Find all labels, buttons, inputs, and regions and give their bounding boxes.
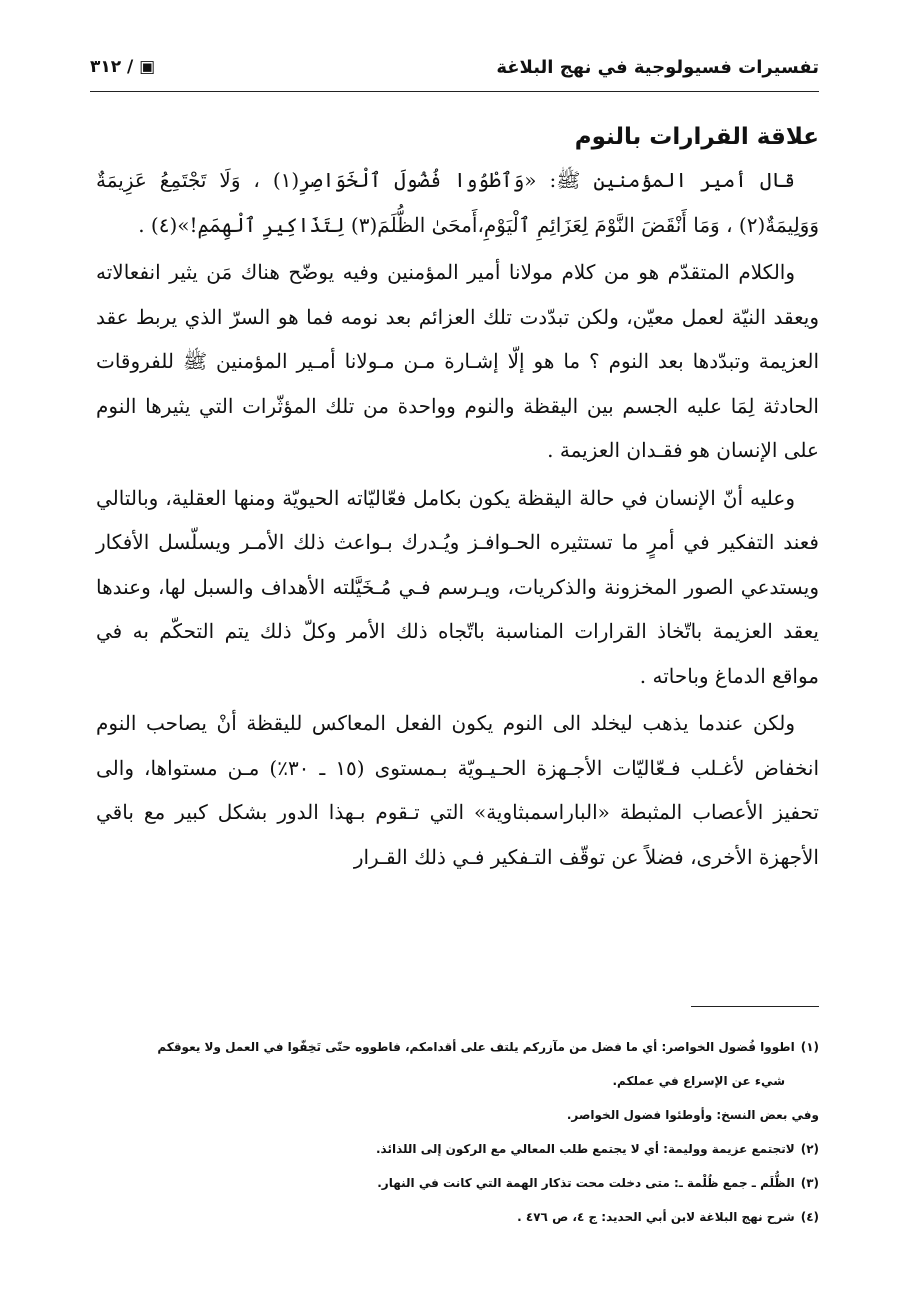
footnote-text: شرح نهج البلاغة لابن أبي الحديد: ج ٤، ص ٤٧٦ . — [517, 1210, 795, 1224]
footnote-text: شيء عن الإسراع في عملكم. — [612, 1074, 785, 1088]
footnote-1-variant — [96, 1098, 819, 1132]
footnote-number: (٢) — [800, 1142, 819, 1156]
footnote-number: (٤) — [800, 1210, 819, 1224]
paragraph-3: وعليه أنّ الإنسان في حالة اليقظة يكون بكامل فعّاليّاته الحيويّة ومنها العقلية، وبالتالي فعند التفكير في أمرٍ ما تستثيره الحـوافـز ويُـدرك بـواعث ذلك الأمـر ويسلّسل الأفكار ويستدعي الصور المخزونة والذكريات، ويـرسم فـي مُـخَيَّلته الأهداف والسبل لها، وعندها يعقد العزيمة باتّخاذ القرارات المناسبة باتّجاه ذلك الأمر وكلّ ذلك يتم التحكّم به في مواقع الدماغ وباحاته . — [96, 485, 819, 688]
footnote-2 — [96, 1132, 819, 1166]
footnote-4 — [96, 1200, 819, 1234]
paragraph-2: والكلام المتقدّم هو من كلام مولانا أمير المؤمنين وفيه يوضّح هناك مَن يثير انفعالاته ويعقد النيّة لعمل معيّن، ولكن تبدّدت تلك العزائم بعد نومه فما هو السرّ الذي يربط عقد العزيمة وتبدّدها بعد النوم ؟ ما هو إلّا إشـارة مـن مـولانا أمـير المؤمنين ﷺ للفروقات الحادثة لِمَا عليه الجسم بين اليقظة والنوم وواحدة من تلك المؤثّرات التي يثيرها النوم على الإنسان هو فقـدان العزيمة . — [96, 260, 819, 462]
footnote-3 — [96, 1166, 819, 1200]
running-header — [90, 46, 819, 88]
footnote-1-continuation — [96, 1064, 819, 1098]
footnote-1 — [96, 1030, 819, 1064]
main-text — [96, 110, 819, 882]
footnote-text: اطووا فُضول الخواصر: أي ما فضل من مآزركم يلتف على أقدامكم، فاطووه حتّى تَخِفّوا في العمل ولا يعوقكم — [157, 1040, 795, 1054]
book-title: تفسيرات فسيولوجية في نهج البلاغة — [496, 56, 819, 78]
page-number: ▣ / ٣١٢ — [90, 57, 156, 77]
footnote-text: لاتجتمع عزيمة ووليمة: أي لا يجتمع طلب المعالي مع الركون إلى اللذائذ. — [375, 1142, 795, 1156]
footnote-text: وفي بعض النسخ: وأوطئوا فضول الخواصر. — [566, 1108, 819, 1122]
footnote-number: (٣) — [800, 1176, 819, 1190]
footnote-rule — [691, 1006, 819, 1007]
footnote-text: الظُّلَم ـ جمع ظُلْمة ـ: متى دخلت محت تذكار الهمة التي كانت في النهار. — [377, 1176, 795, 1190]
paragraph-quote: قال أمير المؤمنين ﷺ: «وَٱطْوُوا فُضُولَ ٱلْخَوَاصِرِ(١) ، وَلَا تَجْتَمِعُ عَزِيمَةٌ وَوَلِيمَةٌ(٢) ، وَمَا أَنْقَضَ النَّوْمَ لِعَزَائِمِ ٱلْيَوْمِ،أَمحَىٰ الظُّلَمَ(٣) لِتَذَاكِيرِ ٱلْهِمَمِ!»(٤) . — [96, 168, 819, 237]
footnotes — [96, 1030, 819, 1234]
header-rule — [90, 91, 819, 92]
footnote-number: (١) — [800, 1040, 819, 1054]
section-heading: علاقة القرارات بالنوم — [574, 124, 819, 150]
paragraph-4: ولكن عندما يذهب ليخلد الى النوم يكون الفعل المعاكس لليقظة أنْ يصاحب النوم انخفاض لأغـلب فـعّاليّات الأجـهزة الحـيـويّة بـمستوى (١٥ ـ ٣٠٪) مـن مستواها، والى تحفيز الأعصاب المثبطة «الباراسمبثاوية» التي تـقوم بـهذا الدور بشكل كبير مع باقي الأجهزة الأخرى، فضلاً عن توقّف التـفكير فـي ذلك القـرار — [96, 711, 819, 869]
